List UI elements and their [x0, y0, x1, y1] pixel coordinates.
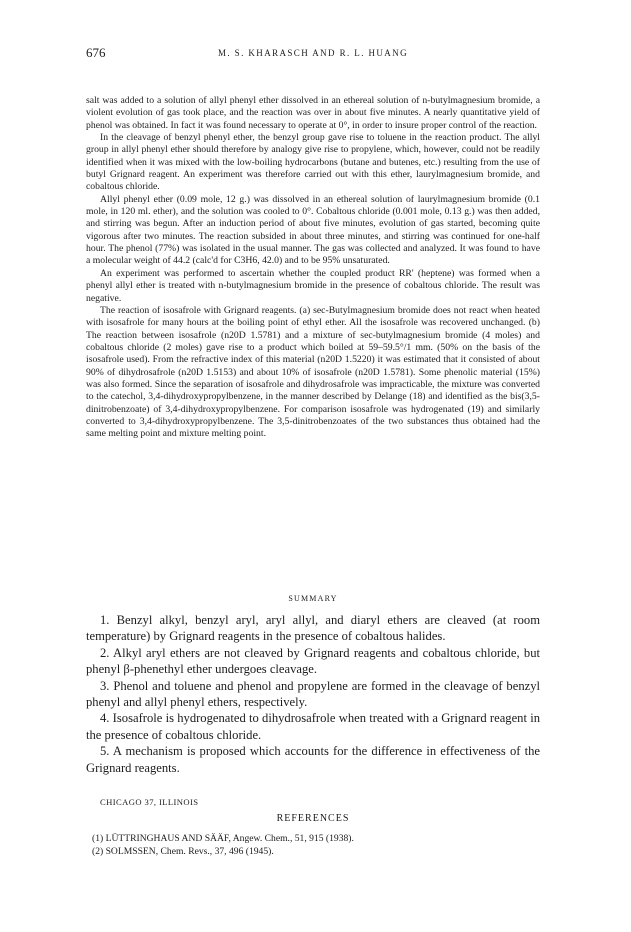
body-paragraph: An experiment was performed to ascertain whether the coupled product RR' (heptene) was formed when a phenyl allyl ether is treated with n-butylmagnesium bromide in the presence of cobaltous chloride. The result was negative. [86, 267, 540, 304]
page-number: 676 [86, 45, 106, 60]
body-paragraph: The reaction of isosafrole with Grignard reagents. (a) sec-Butylmagnesium bromide does not react when heated with isosafrole for many hours at the boiling point of ethyl ether. All the isosafrole was recovered unchanged. (b) The reaction between isosafrole (n20D 1.5781) and a mixture of sec-butylmagnesium bromide (4 moles) and cobaltous chloride (2 moles) gave rise to a product which boiled at 59–59.5°/1 mm. (50% on the basis of the isosafrole used). From the refractive index of this material (n20D 1.5220) it was estimated that it consisted of about 90% of dihydrosafrole (n20D 1.5153) and about 10% of isosafrole (n20D 1.5781). Some phenolic material (15%) was also formed. Since the separation of isosafrole and dihydrosafrole was impracticable, the mixture was converted to the catechol, 3,4-dihydroxypropylbenzene, in the manner described by Delange (18) and identified as the bis(3,5-dinitrobenzoate) of 3,4-dihydroxypropylbenzene. For comparison isosafrole was hydrogenated (19) and similarly converted to 3,4-dihydroxypropylbenzene. The 3,5-dinitrobenzoates of the two substances thus obtained had the same melting point and mixture melting point. [86, 304, 540, 440]
reference-item: (2) SOLMSSEN, Chem. Revs., 37, 496 (1945). [92, 846, 274, 857]
summary-item: 3. Phenol and toluene and phenol and propylene are formed in the cleavage of benzyl phenyl and allyl phenyl ethers, respectively. [86, 678, 540, 710]
summary-item: 1. Benzyl alkyl, benzyl aryl, aryl allyl, and diaryl ethers are cleaved (at room temperature) by Grignard reagents in the presence of cobaltous halides. [86, 613, 540, 644]
summary-list [86, 612, 540, 776]
summary-item: 5. A mechanism is proposed which accounts for the difference in effectiveness of the Grignard reagents. [86, 744, 540, 775]
body-paragraph: In the cleavage of benzyl phenyl ether, the benzyl group gave rise to toluene in the reaction product. The allyl group in allyl phenyl ether should therefore by analogy give rise to propylene, which, however, could not be readily identified when it was mixed with the low-boiling hydrocarbons (butane and butenes, etc.) resulting from the use of butyl Grignard reagent. An experiment was therefore carried out with this ether, laurylmagnesium bromide, and cobaltous chloride. [86, 132, 540, 193]
body-text [86, 95, 540, 441]
summary-item: 4. Isosafrole is hydrogenated to dihydrosafrole when treated with a Grignard reagent in the presence of cobaltous chloride. [86, 711, 540, 742]
running-head [86, 45, 540, 65]
references-heading: REFERENCES [276, 813, 350, 824]
author-location: CHICAGO 37, ILLINOIS [100, 797, 199, 807]
summary-heading: SUMMARY [288, 594, 338, 603]
body-paragraph: Allyl phenyl ether (0.09 mole, 12 g.) was dissolved in an ethereal solution of laurylmagnesium bromide (0.1 mole, in 120 ml. ether), and the solution was cooled to 0°. Cobaltous chloride (0.001 mole, 0.13 g.) was then added, and stirring was begun. After an induction period of about five minutes, evolution of gas started, becoming quite vigorous after two minutes. The reaction subsided in about three minutes, and stirring was continued for one-half hour. The phenol (77%) was isolated in the usual manner. The gas was collected and analyzed. It was found to have a molecular weight of 44.2 (calc'd for C3H6, 42.0) and to be 95% unsaturated. [86, 193, 540, 267]
reference-item: (1) LÜTTRINGHAUS AND SÄÄF, Angew. Chem., 51, 915 (1938). [92, 833, 354, 844]
summary-item: 2. Alkyl aryl ethers are not cleaved by Grignard reagents and cobaltous chloride, but phenyl β-phenethyl ether undergoes cleavage. [86, 645, 540, 677]
running-title: M. S. KHARASCH AND R. L. HUANG [217, 48, 409, 58]
references-list [92, 832, 532, 858]
body-paragraph: salt was added to a solution of allyl phenyl ether dissolved in an ethereal solution of n-butylmagnesium bromide, a violent evolution of gas took place, and the reaction was over in about five minutes. A nearly quantitative yield of phenol was obtained. In fact it was found necessary to operate at 0°, in order to insure proper control of the reaction. [86, 95, 540, 131]
